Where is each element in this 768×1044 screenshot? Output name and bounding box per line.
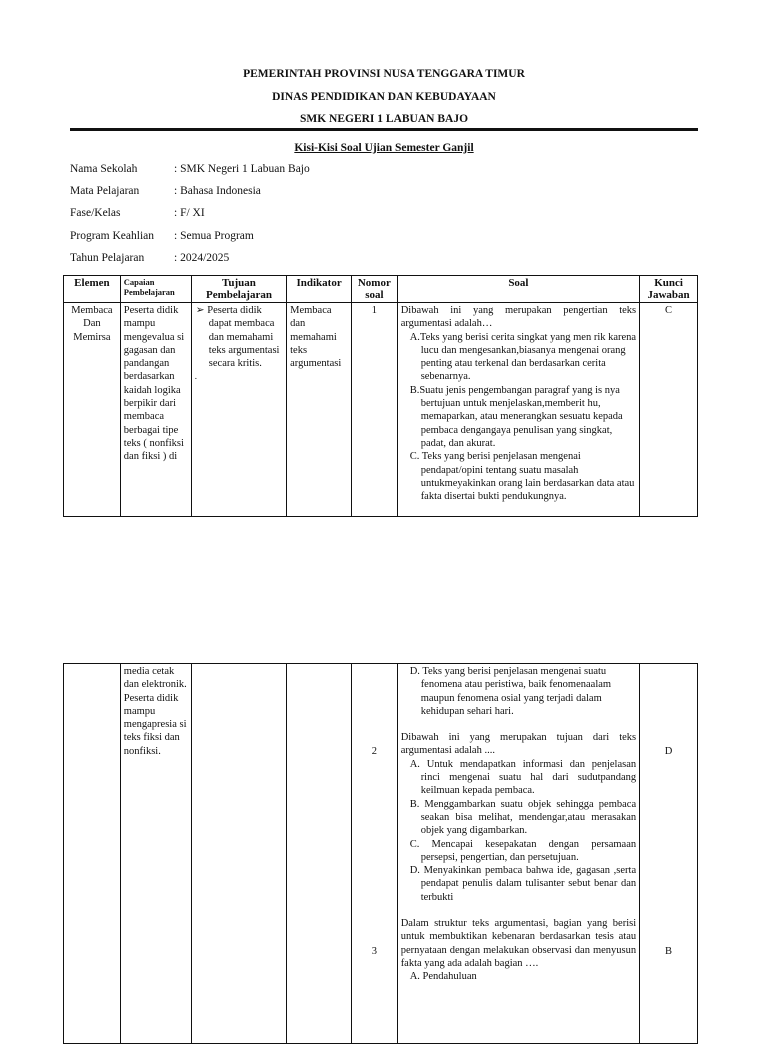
option-d: D. Menyakinkan pembaca bahwa ide, gagasan ,serta pendapat penulis dalam tulisanter sebut benar dan terbukti — [409, 865, 637, 903]
col-header-nomor: Nomor soal — [352, 276, 398, 303]
cell-tujuan — [191, 664, 286, 1044]
info-label: Mata Pelajaran — [70, 185, 140, 197]
cell-elemen — [64, 664, 121, 1044]
cell-capaian: Peserta didik mampu mengevalua si gagasan dan pandangan berdasarkan kaidah logika berpikir dari membaca berbagai tipe teks ( nonfiksi dan fiksi ) di — [120, 303, 191, 517]
cell-capaian: media cetak dan elektronik. Peserta didik mampu mengapresia si teks fiksi dan nonfiksi. — [120, 664, 191, 1044]
cell-kunci: C — [640, 303, 698, 517]
tujuan-dot: . — [194, 371, 198, 382]
info-value: : 2024/2025 — [174, 252, 230, 264]
header-department: DINAS PENDIDIKAN DAN KEBUDAYAAN — [272, 91, 496, 103]
table-header-row — [64, 276, 698, 303]
col-header-indikator: Indikator — [287, 276, 352, 303]
cell-soal — [397, 303, 639, 517]
col-header-kunci: Kunci Jawaban — [640, 276, 698, 303]
info-value: : F/ XI — [174, 207, 205, 219]
document-title: Kisi-Kisi Soal Ujian Semester Ganjil — [294, 142, 474, 154]
question-text: Dalam struktur teks argumentasi, bagian yang berisi untuk membuktikan kebenaran berdasarkan tesis atau pernyataan dengan melakukan observasi dan menyusun fakta yang ada adalah bagian …. — [400, 918, 637, 969]
grid-table-page-2 — [63, 663, 698, 1044]
question-number: 2 — [371, 746, 377, 757]
col-header-soal: Soal — [397, 276, 639, 303]
cell-indikator: Membaca dan memahami teks argumentasi — [287, 303, 352, 517]
question-number: 3 — [371, 946, 377, 958]
info-label: Nama Sekolah — [70, 163, 138, 175]
table-row — [64, 303, 698, 517]
grid-table-page-1 — [63, 275, 698, 517]
option-c: C. Teks yang berisi penjelasan mengenai pendapat/opini tentang suatu masalah untukmeyakinkan orang lain berdasarkan data atau fakta disertai bukti pendukungnya. — [409, 451, 635, 503]
cell-soal — [397, 664, 639, 1044]
option-a: A. Pendahuluan — [409, 971, 477, 983]
col-header-tujuan: Tujuan Pembelajaran — [191, 276, 286, 303]
option-b: B. Menggambarkan suatu objek sehingga pembaca seakan bisa melihat, mendengar,atau merasakan objek yang digambarkan. — [409, 798, 637, 837]
table-row — [64, 664, 698, 1044]
info-value: : Bahasa Indonesia — [174, 185, 261, 197]
cell-nomor — [352, 664, 398, 1044]
info-label: Fase/Kelas — [70, 207, 121, 219]
header-divider — [70, 128, 698, 131]
info-value: : Semua Program — [174, 230, 254, 242]
tujuan-item — [195, 304, 283, 370]
option-d: D. Teks yang berisi penjelasan mengenai suatu fenomena atau peristiwa, baik fenomenaalam maupun fenomena osial yang terjadi dalam kehidupan sehari hari. — [409, 666, 612, 717]
cell-indikator — [287, 664, 352, 1044]
info-value: : SMK Negeri 1 Labuan Bajo — [174, 163, 310, 175]
cell-nomor: 1 — [352, 303, 398, 517]
info-label: Tahun Pelajaran — [70, 252, 145, 264]
cell-elemen: Membaca Dan Memirsa — [64, 303, 121, 517]
option-b: B.Suatu jenis pengembangan paragraf yang is nya bertujuan untuk menjelaskan,memberit hu, memaparkan, atau menerangkan sesuatu kepada pembaca dengangaya penulisan yang singkat, padat, dan akurat. — [409, 384, 623, 449]
cell-kunci — [640, 664, 698, 1044]
option-a: A.Teks yang berisi cerita singkat yang men rik karena lucu dan mengesankan,biasanya mengenai orang penting atau terkenal dan berdasarkan cerita sebenarnya. — [409, 331, 637, 383]
arrow-bullet-icon: ➢ — [195, 305, 205, 316]
info-label: Program Keahlian — [70, 230, 154, 242]
col-header-elemen: Elemen — [64, 276, 121, 303]
cell-tujuan — [191, 303, 286, 517]
header-government: PEMERINTAH PROVINSI NUSA TENGGARA TIMUR — [243, 68, 525, 80]
col-header-capaian: Capaian Pembelajaran — [120, 276, 191, 303]
option-a: A. Untuk mendapatkan informasi dan penjelasan rinci mengenai suatu hal dari sudutpandang keilmuan kepada pembaca. — [409, 758, 637, 797]
question-text: Dibawah ini yang merupakan tujuan dari teks argumentasi adalah .... — [400, 732, 637, 757]
tujuan-text: Peserta didik dapat membaca dan memahami teks argumentasi secara kritis. — [207, 305, 280, 370]
answer-key: B — [665, 946, 673, 958]
header-school: SMK NEGERI 1 LABUAN BAJO — [299, 113, 469, 125]
question-text: Dibawah ini yang merupakan pengertian teks argumentasi adalah… — [400, 305, 637, 330]
answer-key: D — [664, 746, 673, 757]
option-c: C. Mencapai kesepakatan dengan persamaan persepsi, pengertian, dan persetujuan. — [409, 838, 637, 863]
